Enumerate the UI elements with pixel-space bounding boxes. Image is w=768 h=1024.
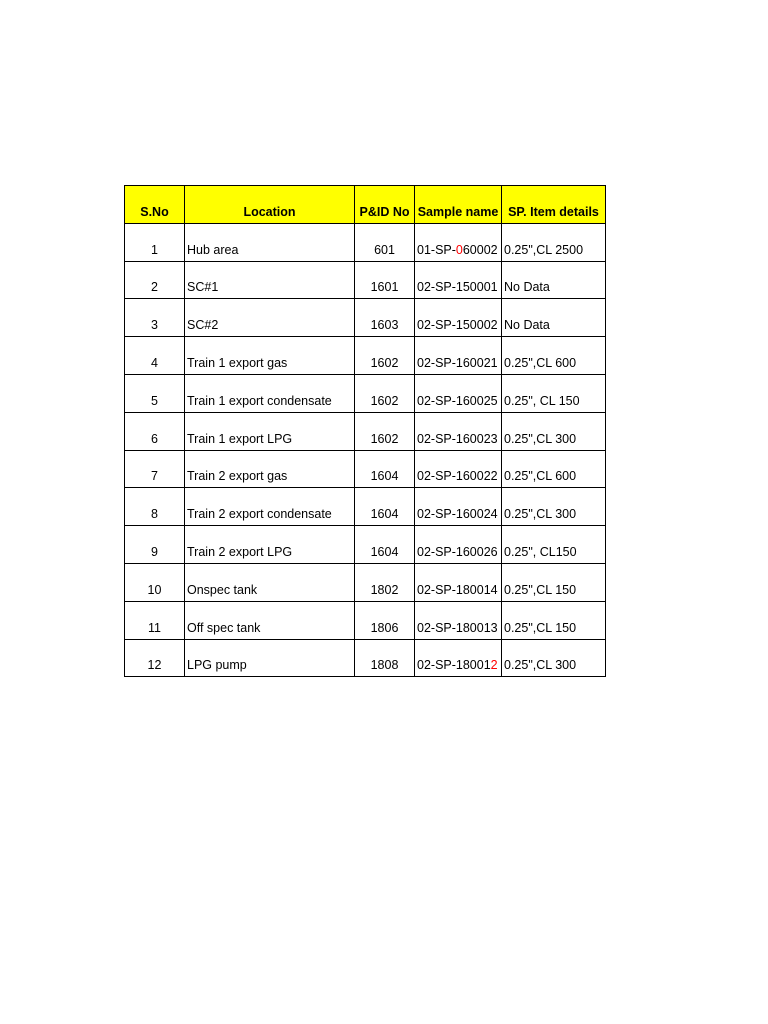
sample-name-text-end: 60002 — [462, 242, 498, 257]
header-pid-no: P&ID No — [355, 186, 415, 224]
cell-sp-item-details: 0.25",CL 2500 — [502, 223, 606, 261]
cell-pid-no: 1802 — [355, 563, 415, 601]
cell-pid-no: 1602 — [355, 374, 415, 412]
cell-sp-item-details: No Data — [502, 261, 606, 299]
cell-sp-item-details: 0.25",CL 300 — [502, 412, 606, 450]
cell-sample-name — [415, 563, 502, 601]
sample-name-highlight: 0 — [455, 242, 463, 257]
cell-location: LPG pump — [185, 639, 355, 677]
cell-location: Train 2 export LPG — [185, 526, 355, 564]
sample-name-text: 02-SP-160024 — [417, 507, 498, 522]
cell-pid-no: 1806 — [355, 601, 415, 639]
cell-sp-item-details: 0.25", CL150 — [502, 526, 606, 564]
cell-sample-name — [415, 337, 502, 375]
cell-location: Train 1 export condensate — [185, 374, 355, 412]
cell-sample-name — [415, 412, 502, 450]
sample-name-text: 02-SP-160021 — [417, 355, 498, 370]
cell-location: SC#1 — [185, 261, 355, 299]
sample-name-text: 02-SP-150002 — [417, 318, 498, 333]
cell-sno: 9 — [125, 526, 185, 564]
cell-location: Train 1 export LPG — [185, 412, 355, 450]
cell-pid-no: 1603 — [355, 299, 415, 337]
cell-location: SC#2 — [185, 299, 355, 337]
cell-sample-name — [415, 639, 502, 677]
cell-location: Hub area — [185, 223, 355, 261]
sample-name-text: 02-SP-180013 — [417, 620, 498, 635]
sample-points-table — [124, 185, 606, 677]
header-sp-item-details: SP. Item details — [502, 186, 606, 224]
sample-name-highlight: 2 — [490, 658, 498, 673]
cell-pid-no: 1604 — [355, 526, 415, 564]
header-sample-name: Sample name — [415, 186, 502, 224]
cell-pid-no: 1604 — [355, 450, 415, 488]
cell-sno: 1 — [125, 223, 185, 261]
cell-sp-item-details: 0.25", CL 150 — [502, 374, 606, 412]
sample-name-text: 01-SP- — [417, 242, 456, 257]
cell-sample-name — [415, 601, 502, 639]
sample-name-text: 02-SP-160022 — [417, 469, 498, 484]
table-row — [125, 299, 606, 337]
cell-sample-name — [415, 223, 502, 261]
cell-sample-name — [415, 261, 502, 299]
cell-location: Off spec tank — [185, 601, 355, 639]
header-location: Location — [185, 186, 355, 224]
table-row — [125, 563, 606, 601]
cell-sno: 10 — [125, 563, 185, 601]
cell-sp-item-details: 0.25",CL 600 — [502, 337, 606, 375]
cell-sno: 2 — [125, 261, 185, 299]
table-row — [125, 526, 606, 564]
table-row — [125, 412, 606, 450]
cell-sno: 5 — [125, 374, 185, 412]
cell-location: Train 2 export condensate — [185, 488, 355, 526]
cell-sample-name — [415, 450, 502, 488]
table-row — [125, 601, 606, 639]
cell-sample-name — [415, 526, 502, 564]
header-row — [125, 186, 606, 224]
sample-name-text: 02-SP-150001 — [417, 280, 498, 295]
sample-name-text: 02-SP-160025 — [417, 393, 498, 408]
cell-sno: 6 — [125, 412, 185, 450]
sample-name-text: 02-SP-18001 — [417, 658, 491, 673]
cell-sp-item-details: 0.25",CL 300 — [502, 488, 606, 526]
cell-pid-no: 1604 — [355, 488, 415, 526]
table-row — [125, 374, 606, 412]
cell-sample-name — [415, 488, 502, 526]
header-sno: S.No — [125, 186, 185, 224]
cell-pid-no: 1808 — [355, 639, 415, 677]
sample-name-text: 02-SP-160026 — [417, 544, 498, 559]
sample-name-text: 02-SP-160023 — [417, 431, 498, 446]
table-row — [125, 488, 606, 526]
cell-sp-item-details: 0.25",CL 150 — [502, 601, 606, 639]
cell-pid-no: 1602 — [355, 337, 415, 375]
table-row — [125, 639, 606, 677]
cell-location: Train 1 export gas — [185, 337, 355, 375]
cell-sample-name — [415, 299, 502, 337]
cell-pid-no: 1601 — [355, 261, 415, 299]
cell-sno: 8 — [125, 488, 185, 526]
cell-pid-no: 1602 — [355, 412, 415, 450]
cell-sample-name — [415, 374, 502, 412]
cell-sno: 11 — [125, 601, 185, 639]
cell-sno: 4 — [125, 337, 185, 375]
table-row — [125, 337, 606, 375]
table-row — [125, 450, 606, 488]
cell-sp-item-details: 0.25",CL 300 — [502, 639, 606, 677]
cell-sno: 7 — [125, 450, 185, 488]
cell-pid-no: 601 — [355, 223, 415, 261]
cell-location: Onspec tank — [185, 563, 355, 601]
cell-location: Train 2 export gas — [185, 450, 355, 488]
sample-name-text: 02-SP-180014 — [417, 582, 498, 597]
cell-sno: 12 — [125, 639, 185, 677]
cell-sp-item-details: 0.25",CL 150 — [502, 563, 606, 601]
table-row — [125, 223, 606, 261]
table-row — [125, 261, 606, 299]
cell-sno: 3 — [125, 299, 185, 337]
cell-sp-item-details: No Data — [502, 299, 606, 337]
cell-sp-item-details: 0.25",CL 600 — [502, 450, 606, 488]
